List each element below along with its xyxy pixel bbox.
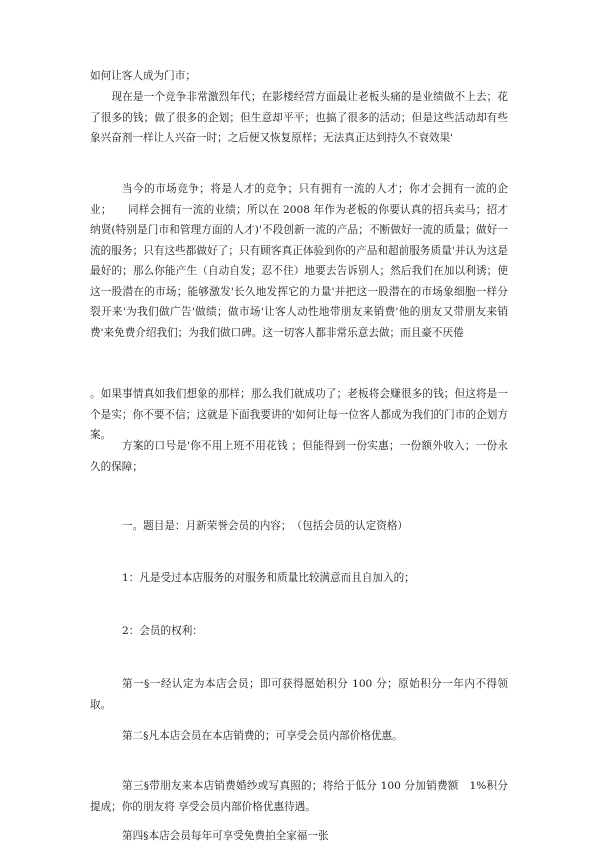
membership-item-2: 2：会员的权利：	[122, 625, 203, 637]
competition-paragraph: 当今的市场竞争；将是人才的竞争；只有拥有一流的人才；你才会拥有一流的企业； 同样会拥有一流的业绩；所以在 2008 年作为老板的你要认真的招兵卖马；招才纳贤(特别是门市和管理方面的人才)'不段创新一流的产品；不断做好一流的质量；做好一流的服务；只有这些都做好了；只有顾客真正体验到你的产品和超前服务质量'并认为这是最好的；那么你能产生（自动自发；忍不住）地要去告诉别人；然后我们在加以利诱；使这一股潜在的市场；能够激发'长久地发挥它的力量'并把这一股潜在的市场象细胞一样分裂开来'为我们做广告'做绩；做市场'让客人动性地带朋友来销费'他的朋友又带朋友来销费'来免费介绍我们；为我们做口碑。这一切客人都非常乐意去做；而且豪不厌倦	[90, 183, 508, 339]
member-right-3: 第三§带朋友来本店销费婚纱或写真照的；将给于低分 100 分加销费额 1%积分提成；你的朋友将 享受会员内部价格优惠待遇。	[90, 780, 508, 813]
document-title: 如何让客人成为门市；	[90, 70, 196, 82]
slogan-paragraph: 方案的口号是'你不用上班不用花钱 ；但能得到一份实惠；一份额外收入；一份永久的保障；	[90, 440, 508, 473]
topic-heading: 一。题目是：月新荣誉会员的内容； （包括会员的认定资格）	[122, 520, 409, 532]
member-right-1: 第一§一经认定为本店会员；即可获得愿始积分 100 分；原始积分一年内不得领取。	[90, 678, 508, 711]
membership-item-1: 1：凡是受过本店服务的对服务和质量比较满意而且自加入的；	[122, 572, 415, 584]
member-right-4: 第四§本店会员每年可享受免费拍全家福一张	[122, 830, 329, 842]
intro-paragraph: 现在是一个竞争非常激烈年代；在影楼经营方面最让老板头痛的是业绩做不上去；花了很多的钱；做了很多的企划；但生意却平平；也搞了很多的活动；但是这些活动却有些象兴奋剂一样让人兴奋一时；之后便又恢复原样；无法真正达到持久不衰效果'	[90, 91, 508, 144]
member-right-2: 第二§凡本店会员在本店销费的；可享受会员内部价格优惠。	[122, 730, 403, 742]
plan-intro-paragraph: 。如果事情真如我们想象的那样；那么我们就成功了；老板将会赚很多的钱；但这将是一个是实；你不要不信；这就是下面我要讲的'如何让每一位客人都成为我们的门市的企划方案。	[90, 388, 508, 441]
